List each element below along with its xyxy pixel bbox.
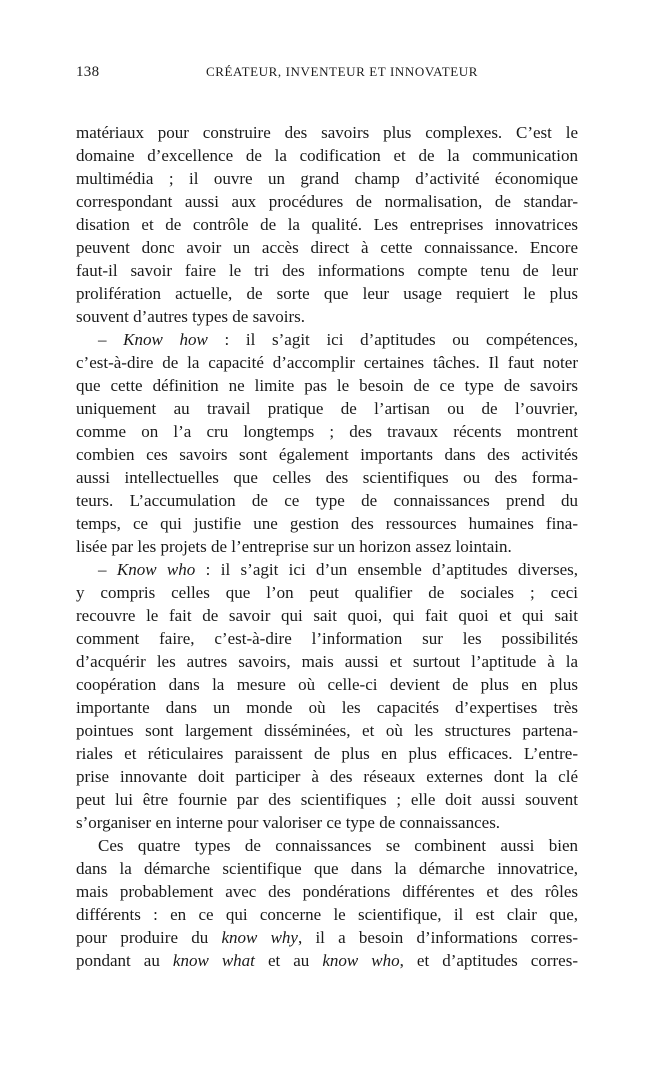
text-segment: lisée par les projets de l’entreprise sur un horizon assez lointain. (76, 537, 512, 556)
text-segment: disation et de contrôle de la qualité. Les entreprises innovatrices (76, 215, 578, 234)
text-segment: peuvent donc avoir un accès direct à cette connaissance. Encore (76, 238, 578, 257)
text-segment: s’organiser en interne pour valoriser ce type de connaissances. (76, 813, 501, 832)
text-line (76, 167, 578, 190)
text-line (76, 466, 578, 489)
text-line (76, 443, 578, 466)
text-line (76, 788, 578, 811)
text-line (76, 489, 578, 512)
text-segment: souvent d’autres types de savoirs. (76, 307, 305, 326)
text-line (76, 604, 578, 627)
text-line (76, 673, 578, 696)
text-line (76, 719, 578, 742)
text-line (76, 535, 578, 558)
text-segment: d’acquérir les autres savoirs, mais aussi et surtout l’aptitude à la (76, 652, 578, 671)
text-line (76, 650, 578, 673)
text-segment: et au (254, 951, 323, 970)
text-segment: pour produire du (76, 928, 222, 947)
text-line (76, 305, 578, 328)
text-line (76, 926, 578, 949)
text-segment: comme on l’a cru longtemps ; des travaux récents montrent (76, 422, 578, 441)
italic-term: Know who (116, 560, 196, 579)
dash-prefix: – (98, 560, 117, 579)
text-segment: teurs. L’accumulation de ce type de connaissances prend du (76, 491, 578, 510)
text-segment: peut lui être fournie par des scientifiques ; elle doit aussi souvent (76, 790, 578, 809)
text-segment: importante dans un monde où les capacités d’expertises très (76, 698, 578, 717)
text-segment: temps, ce qui justifie une gestion des ressources humaines fina- (76, 514, 578, 533)
text-segment: différents : en ce qui concerne le scientifique, il est clair que, (76, 905, 578, 924)
text-line (76, 558, 578, 581)
text-line (76, 144, 578, 167)
text-line (76, 397, 578, 420)
text-segment: multimédia ; il ouvre un grand champ d’activité économique (76, 169, 578, 188)
text-segment: : il s’agit ici d’aptitudes ou compétences, (207, 330, 578, 349)
text-segment: faut-il savoir faire le tri des informations compte tenu de leur (76, 261, 578, 280)
text-segment: uniquement au travail pratique de l’artisan ou de l’ouvrier, (76, 399, 578, 418)
italic-term: Know how (123, 330, 208, 349)
text-segment: matériaux pour construire des savoirs plus complexes. C’est le (76, 123, 578, 142)
text-segment: aussi intellectuelles que celles des scientifiques ou des forma- (76, 468, 578, 487)
text-line (76, 811, 578, 834)
page-header (76, 64, 578, 86)
text-line (76, 581, 578, 604)
text-segment: prolifération actuelle, de sorte que leur usage requiert le plus (76, 284, 578, 303)
text-line (76, 857, 578, 880)
text-segment: pondant au (76, 951, 173, 970)
body-text (76, 121, 578, 972)
text-line (76, 190, 578, 213)
text-segment: : il s’agit ici d’un ensemble d’aptitudes diverses, (195, 560, 578, 579)
text-line (76, 949, 578, 972)
text-line (76, 627, 578, 650)
text-segment: riales et réticulaires paraissent de plus en plus efficaces. L’entre- (76, 744, 578, 763)
text-line (76, 236, 578, 259)
text-line (76, 282, 578, 305)
text-line (76, 213, 578, 236)
text-line (76, 834, 578, 857)
text-segment: dans la démarche scientifique que dans la démarche innovatrice, (76, 859, 578, 878)
text-segment: pointues sont largement disséminées, et où les structures partena- (76, 721, 578, 740)
text-line (76, 351, 578, 374)
text-segment: c’est-à-dire de la capacité d’accomplir certaines tâches. Il faut noter (76, 353, 578, 372)
text-line (76, 512, 578, 535)
text-segment: prise innovante doit participer à des réseaux externes dont la clé (76, 767, 578, 786)
italic-term: know who (322, 951, 400, 970)
text-segment: recouvre le fait de savoir qui sait quoi, qui fait quoi et qui sait (76, 606, 578, 625)
text-segment: coopération dans la mesure où celle-ci devient de plus en plus (76, 675, 578, 694)
text-line (76, 696, 578, 719)
text-segment: combien ces savoirs sont également importants dans des activités (76, 445, 578, 464)
text-line (76, 880, 578, 903)
text-segment: comment faire, c’est-à-dire l’information sur les possibilités (76, 629, 578, 648)
running-title: CRÉATEUR, INVENTEUR ET INNOVATEUR (205, 64, 479, 79)
text-line (76, 742, 578, 765)
text-segment: , il a besoin d’informations corres- (297, 928, 578, 947)
text-line (76, 121, 578, 144)
text-line (76, 259, 578, 282)
text-line (76, 765, 578, 788)
dash-prefix: – (98, 330, 124, 349)
text-segment: Ces quatre types de connaissances se combinent aussi bien (98, 836, 578, 855)
text-segment: y compris celles que l’on peut qualifier de sociales ; ceci (76, 583, 578, 602)
italic-term: know what (172, 951, 255, 970)
text-segment: que cette définition ne limite pas le besoin de ce type de savoirs (76, 376, 578, 395)
text-segment: correspondant aussi aux procédures de normalisation, de standar- (76, 192, 578, 211)
text-segment: , et d’aptitudes corres- (399, 951, 578, 970)
page-number: 138 (76, 64, 100, 80)
text-line (76, 328, 578, 351)
text-line (76, 420, 578, 443)
text-line (76, 903, 578, 926)
text-segment: mais probablement avec des pondérations différentes et des rôles (76, 882, 578, 901)
text-segment: domaine d’excellence de la codification et de la communication (76, 146, 578, 165)
text-line (76, 374, 578, 397)
italic-term: know why (221, 928, 298, 947)
